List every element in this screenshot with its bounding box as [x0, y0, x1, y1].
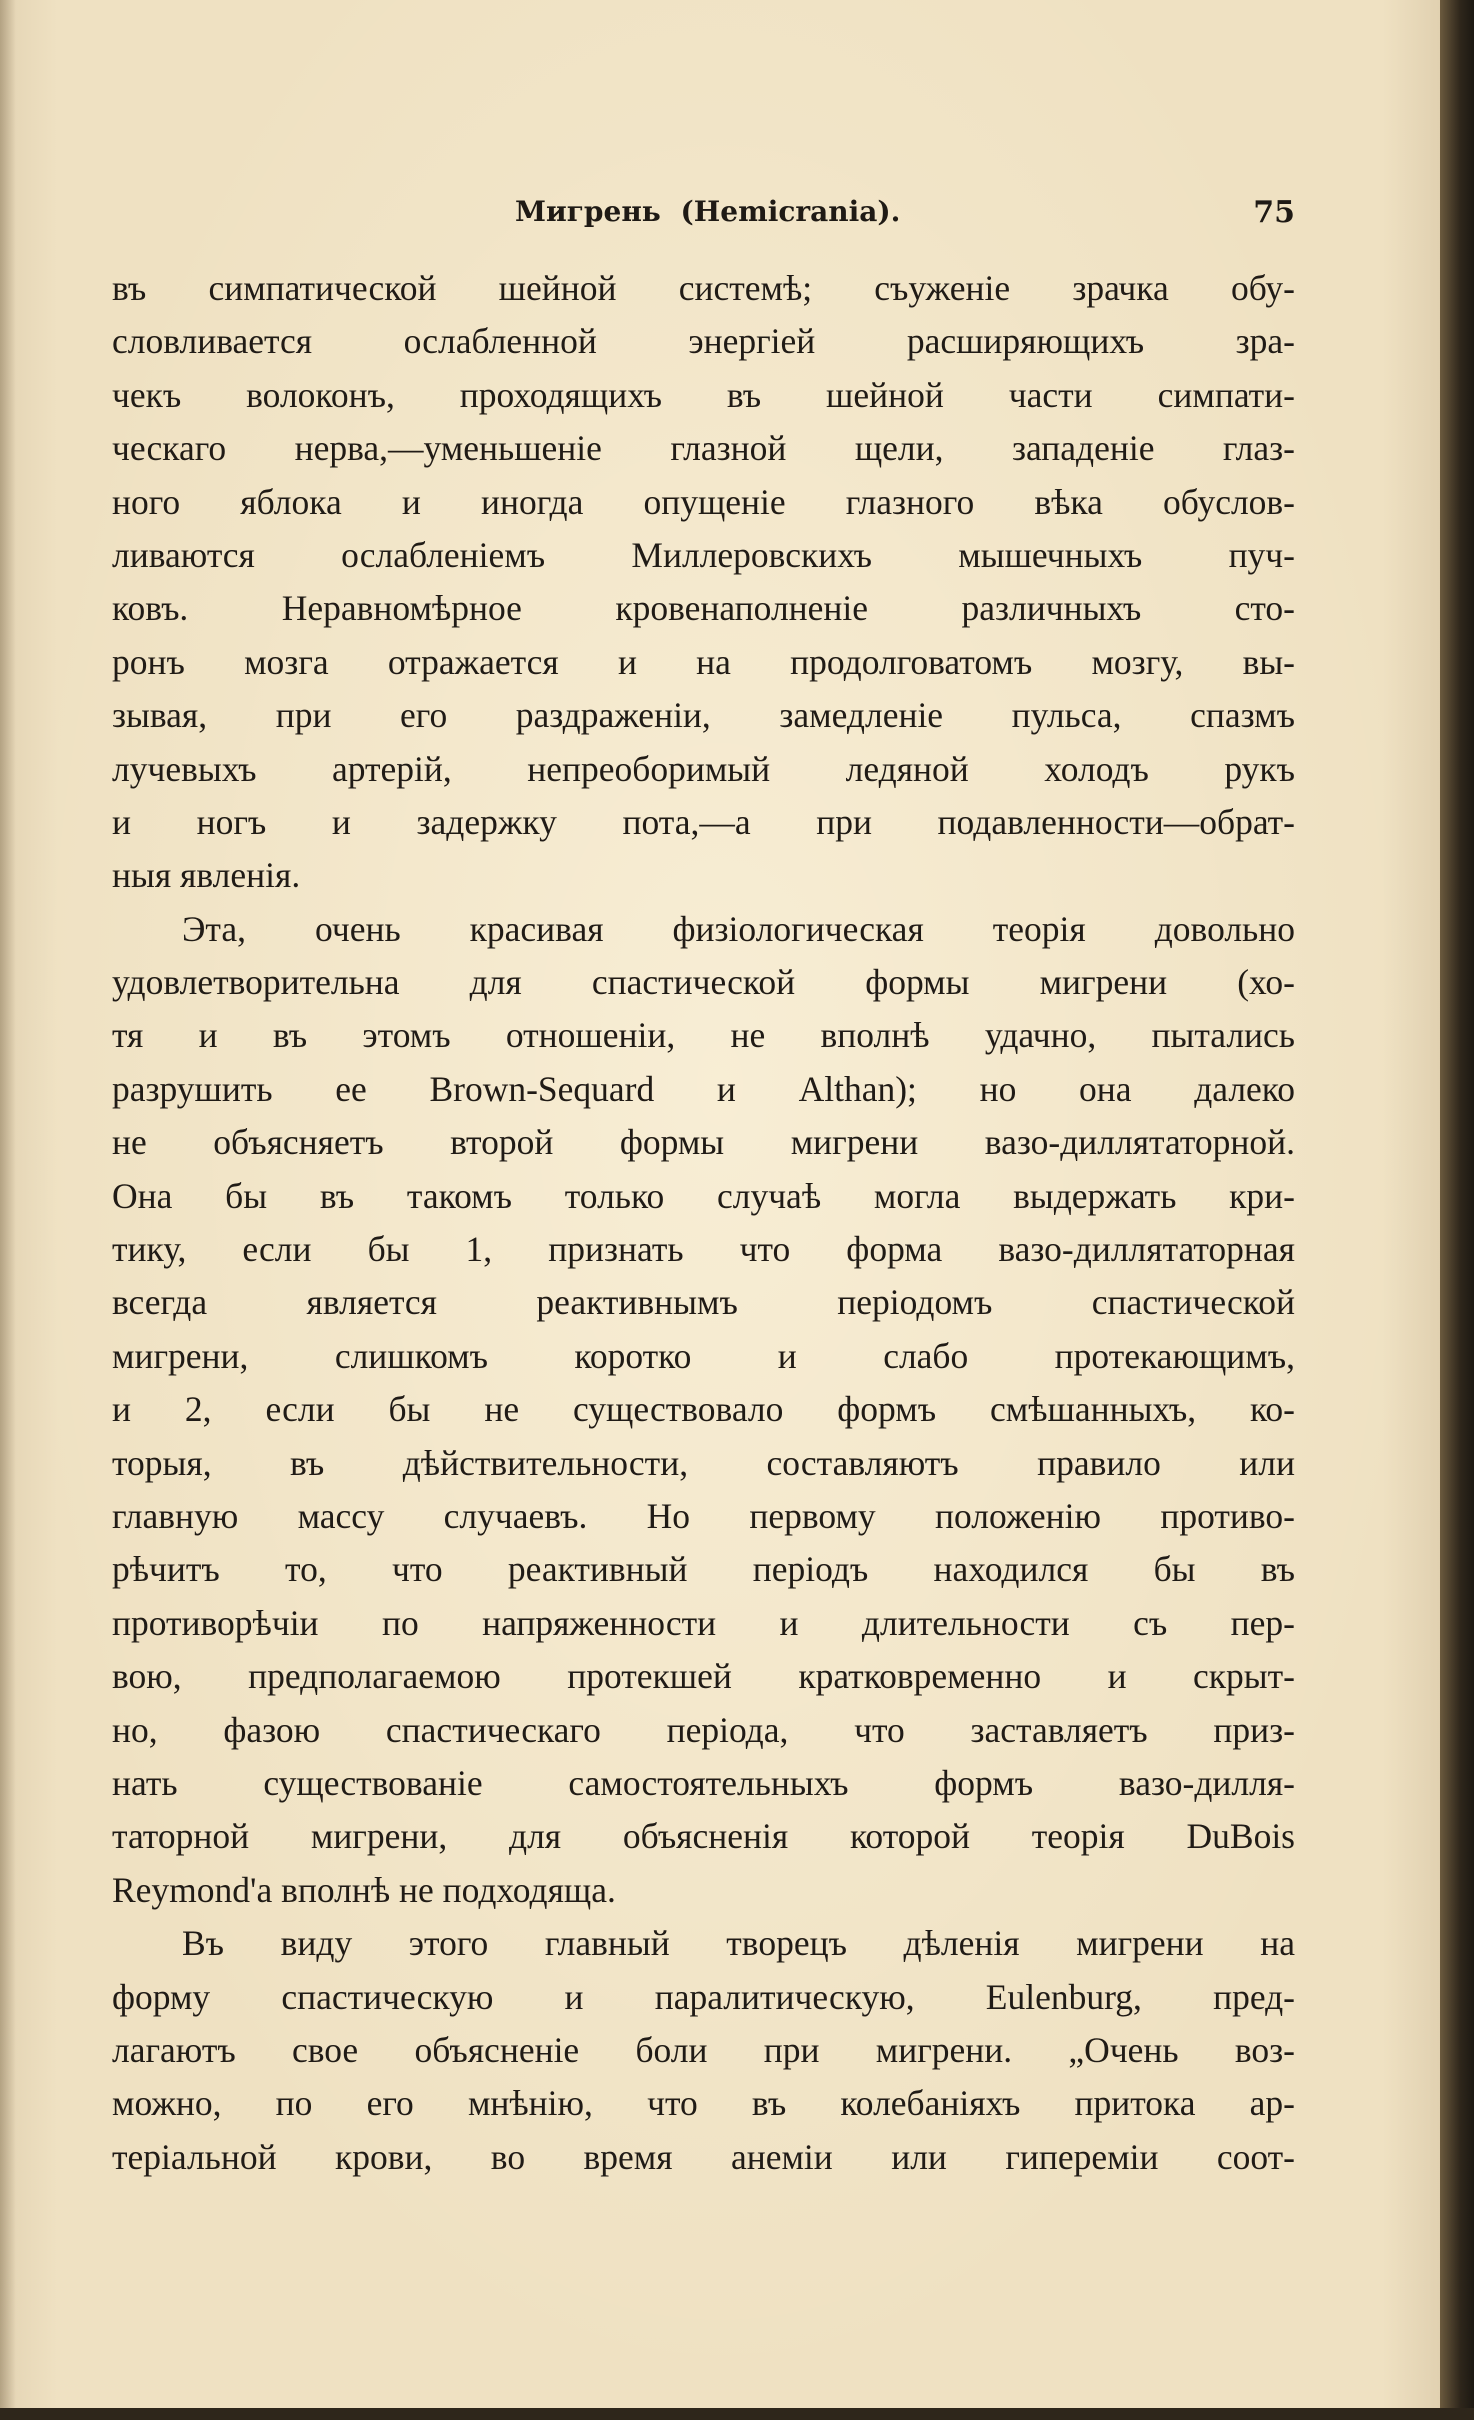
text-line: и 2, если бы не существовало формъ смѣшанныхъ, ко- [112, 1389, 1295, 1430]
text-line: ного яблока и иногда опущеніе глазного вѣка обуслов- [112, 481, 1295, 522]
paragraph-start-line: Эта, очень красивая физіологическая теорія довольно [182, 908, 1295, 949]
text-line: ливаются ослабленіемъ Миллеровскихъ мышечныхъ пуч- [112, 534, 1295, 575]
text-line: лагаютъ свое объясненіе боли при мигрени. „Очень воз- [112, 2029, 1295, 2070]
text-line: словливается ослабленной энергіей расширяющихъ зра- [112, 321, 1295, 362]
text-line: не объясняетъ второй формы мигрени вазо-диллятаторной. [112, 1122, 1295, 1163]
text-line: и ногъ и задержку пота,—а при подавленности—обрат- [112, 801, 1295, 842]
text-line: Она бы въ такомъ только случаѣ могла выдержать кри- [112, 1175, 1295, 1216]
text-line: лучевыхъ артерій, непреоборимый ледяной холодъ рукъ [112, 748, 1295, 789]
paragraph-end-line: ныя явленія. [112, 855, 301, 896]
text-line: всегда является реактивнымъ періодомъ спастической [112, 1282, 1295, 1323]
text-line: но, фазою спастическаго періода, что заставляетъ приз- [112, 1709, 1295, 1750]
text-line: можно, по его мнѣнію, что въ колебаніяхъ притока ар- [112, 2083, 1295, 2124]
text-line: ронъ мозга отражается и на продолговатомъ мозгу, вы- [112, 641, 1295, 682]
text-line: теріальной крови, во время анеміи или гипереміи соот- [112, 2136, 1295, 2177]
page-number: 75 [1253, 195, 1295, 230]
paragraph-end-line: Reymond'а вполнѣ не подходяща. [112, 1869, 616, 1910]
text-line: вою, предполагаемою протекшей кратковременно и скрыт- [112, 1656, 1295, 1697]
text-line: главную массу случаевъ. Но первому положенію противо- [112, 1495, 1295, 1536]
running-title: Мигрень (Hemicrania). [515, 195, 901, 228]
text-line: разрушить ее Brown-Sequard и Althan); но она далеко [112, 1068, 1295, 1109]
text-line: противорѣчіи по напряженности и длительности съ пер- [112, 1602, 1295, 1643]
text-line: ковъ. Неравномѣрное кровенаполненіе различныхъ сто- [112, 588, 1295, 629]
text-line: нать существованіе самостоятельныхъ формъ вазо-дилля- [112, 1762, 1295, 1803]
body-text [112, 262, 1295, 2184]
text-line: таторной мигрени, для объясненія которой теорія DuBois [112, 1816, 1295, 1857]
text-line: тя и въ этомъ отношеніи, не вполнѣ удачно, пытались [112, 1015, 1295, 1056]
text-line: зывая, при его раздраженіи, замедленіе пульса, спазмъ [112, 695, 1295, 736]
text-line: удовлетворительна для спастической формы мигрени (хо- [112, 962, 1295, 1003]
text-line: рѣчитъ то, что реактивный періодъ находился бы въ [112, 1549, 1295, 1590]
text-line: въ симпатической шейной системѣ; съуженіе зрачка обу- [112, 268, 1295, 308]
page-header [110, 195, 1295, 235]
paragraph-start-line: Въ виду этого главный творецъ дѣленія мигрени на [182, 1923, 1295, 1964]
book-edge [1440, 0, 1474, 2420]
text-line: мигрени, слишкомъ коротко и слабо протекающимъ, [112, 1335, 1295, 1376]
text-line: форму спастическую и паралитическую, Eulenburg, пред- [112, 1976, 1295, 2017]
text-line: тику, если бы 1, признать что форма вазо-диллятаторная [112, 1229, 1295, 1270]
text-line: ческаго нерва,—уменьшеніе глазной щели, западеніе глаз- [112, 428, 1295, 469]
scan-border [0, 2408, 1474, 2420]
text-line: чекъ волоконъ, проходящихъ въ шейной части симпати- [112, 374, 1295, 415]
page-spine-shadow [0, 0, 16, 2408]
text-line: торыя, въ дѣйствительности, составляютъ правило или [112, 1442, 1295, 1483]
